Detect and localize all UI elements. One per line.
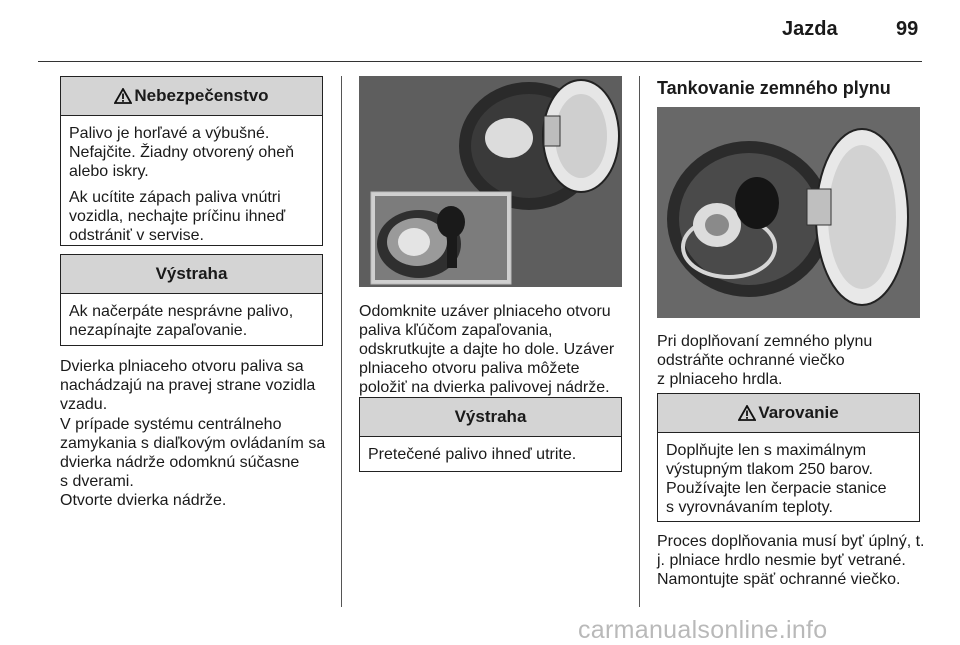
warning-triangle-icon bbox=[114, 88, 132, 104]
warning-box-header bbox=[658, 394, 919, 433]
warning-text: Doplňujte len s maximálnym výstupným tlakom 250 barov. Používajte len čerpacie stanice s vyrovnávaním teploty. bbox=[666, 442, 887, 516]
column-divider bbox=[639, 76, 640, 607]
gas-filler-figure bbox=[657, 107, 920, 318]
body-paragraph: Proces doplňovania musí byť úplný, t. j. plniace hrdlo nesmie byť vetrané. Namontujte späť ochranné viečko. bbox=[657, 533, 925, 588]
section-heading: Tankovanie zemného plynu bbox=[657, 78, 891, 98]
gas-filler-illustration bbox=[657, 107, 920, 318]
danger-text: Ak ucítite zápach paliva vnútri vozidla, nechajte príčinu ihneď odstrániť v servise. bbox=[69, 189, 286, 244]
body-paragraph: Otvorte dvierka nádrže. bbox=[60, 492, 227, 509]
warning-triangle-icon bbox=[738, 405, 756, 421]
column-divider bbox=[341, 76, 342, 607]
fuel-filler-illustration bbox=[359, 76, 622, 287]
caution-box bbox=[359, 397, 622, 472]
header-divider bbox=[38, 61, 922, 62]
danger-box bbox=[60, 76, 323, 246]
danger-text: Palivo je horľavé a výbušné. Nefajčite. Žiadny otvorený oheň alebo iskry. bbox=[69, 125, 295, 180]
section-title: Jazda bbox=[782, 18, 838, 40]
warning-box bbox=[657, 393, 920, 522]
caution-box-title: Výstraha bbox=[155, 264, 228, 283]
body-paragraph: Pri doplňovaní zemného plynu odstráňte ochranné viečko z plniaceho hrdla. bbox=[657, 333, 873, 388]
caution-text: Ak načerpáte nesprávne palivo, nezapínajte zapaľovanie. bbox=[69, 303, 294, 339]
caution-box bbox=[60, 254, 323, 346]
caution-text: Pretečené palivo ihneď utrite. bbox=[368, 446, 577, 463]
warning-box-title: Varovanie bbox=[758, 403, 839, 422]
body-paragraph: Dvierka plniaceho otvoru paliva sa nachádzajú na pravej strane vozidla vzadu. bbox=[60, 358, 316, 413]
page-number: 99 bbox=[896, 18, 919, 40]
danger-box-header bbox=[61, 77, 322, 116]
danger-box-title: Nebezpečenstvo bbox=[134, 86, 269, 105]
body-paragraph: V prípade systému centrálneho zamykania s diaľkovým ovládaním sa dvierka nádrže odomknú súčasne s dverami. bbox=[60, 416, 326, 490]
fuel-filler-figure bbox=[359, 76, 622, 287]
caution-box-header bbox=[360, 398, 621, 437]
watermark: carmanualsonline.info bbox=[578, 616, 828, 644]
caution-box-header bbox=[61, 255, 322, 294]
body-paragraph: Odomknite uzáver plniaceho otvoru paliva kľúčom zapaľovania, odskrutkujte a dajte ho dole. Uzáver plniaceho otvoru paliva môžete položiť na dvierka palivovej nádrže. bbox=[359, 303, 615, 396]
caution-box-title: Výstraha bbox=[454, 407, 527, 426]
